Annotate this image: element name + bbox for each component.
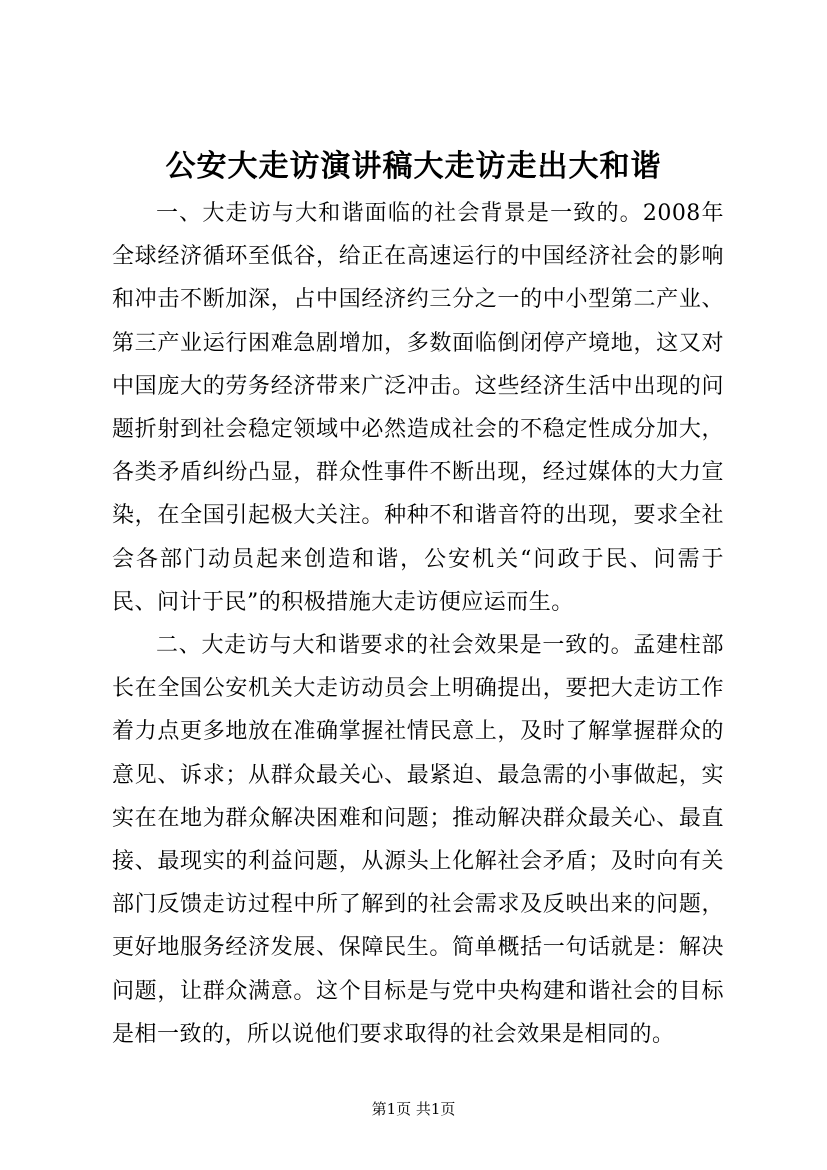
- paragraph-2: 二、大走访与大和谐要求的社会效果是一致的。孟建柱部长在全国公安机关大走访动员会上明确提出，要把大走访工作着力点更多地放在准确掌握社情民意上，及时了解掌握群众的意见、诉求；从群众最关心、最紧迫、最急需的小事做起，实实在在地为群众解决困难和问题；推动解决群众最关心、最直接、最现实的利益问题，从源头上化解社会矛盾；及时向有关部门反馈走访过程中所了解到的社会需求及反映出来的问题，更好地服务经济发展、保障民生。简单概括一句话就是：解决问题，让群众满意。这个目标是与党中央构建和谐社会的目标是相一致的，所以说他们要求取得的社会效果是相同的。: [112, 633, 724, 1047]
- document-title: 公安大走访演讲稿大走访走出大和谐: [165, 149, 662, 184]
- page-footer: 第1页 共1页: [371, 1100, 456, 1118]
- document-body: [112, 192, 724, 1056]
- paragraph-1: 一、大走访与大和谐面临的社会背景是一致的。2008年全球经济循环至低谷，给正在高速运行的中国经济社会的影响和冲击不断加深，占中国经济约三分之一的中小型第二产业、第三产业运行困难急剧增加，多数面临倒闭停产境地，这又对中国庞大的劳务经济带来广泛冲击。这些经济生活中出现的问题折射到社会稳定领域中必然造成社会的不稳定性成分加大，各类矛盾纠纷凸显，群众性事件不断出现，经过媒体的大力宣染，在全国引起极大关注。种种不和谐音符的出现，要求全社会各部门动员起来创造和谐，公安机关“问政于民、问需于民、问计于民”的积极措施大走访便应运而生。: [112, 201, 724, 615]
